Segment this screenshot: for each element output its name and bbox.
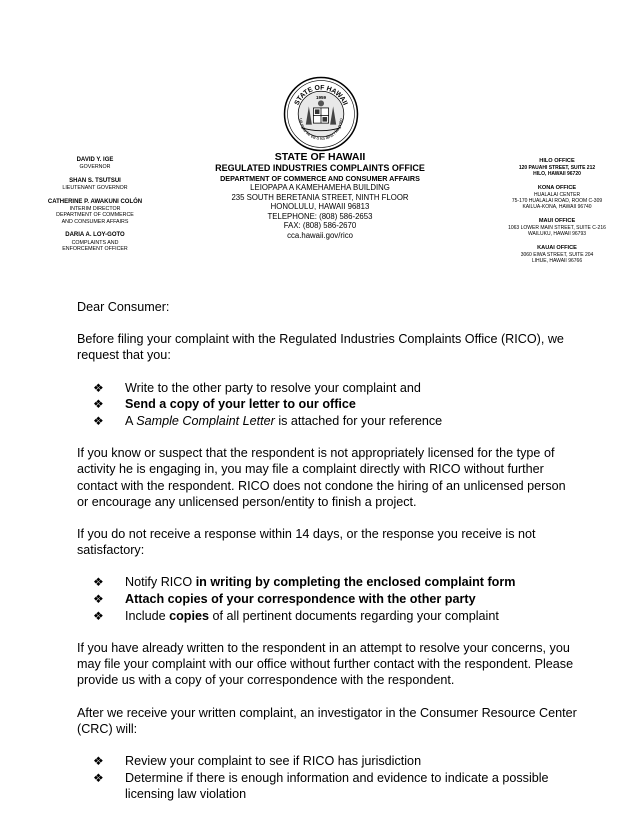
diamond-bullet-icon: ❖ — [93, 592, 104, 607]
branch-office-name: MAUI OFFICE — [538, 218, 576, 224]
website: cca.hawaii.gov/rico — [287, 230, 353, 240]
address-line: HONOLULU, HAWAII 96813 — [270, 202, 370, 212]
diamond-bullet-icon: ❖ — [93, 608, 104, 623]
official — [40, 157, 150, 171]
salutation: Dear Consumer: — [77, 300, 170, 314]
no-response-paragraph: If you do not receive a response within 14 days, or the response you receive is not satisfactory: — [77, 527, 536, 558]
branch-office-name: KONA OFFICE — [537, 185, 577, 191]
official-title: INTERIM DIRECTOR — [69, 206, 121, 213]
state-seal-logo — [283, 76, 359, 152]
list-item: ❖ Write to the other party to resolve your complaint and — [93, 380, 421, 395]
svg-text:STATE OF HAWAII: STATE OF HAWAII — [293, 84, 349, 107]
officials-list — [40, 157, 150, 259]
diamond-bullet-icon: ❖ — [93, 380, 104, 395]
official-title: DEPARTMENT OF COMMERCE — [56, 212, 134, 219]
official — [40, 178, 150, 192]
branch-office-address: 75-170 HUALALAI ROAD, ROOM C-309 — [511, 198, 603, 204]
branch-office — [498, 218, 616, 237]
branch-office-address: LIHUE, HAWAII 96766 — [531, 258, 583, 264]
branch-office-address: KAILUA-KONA, HAWAII 96740 — [522, 204, 592, 210]
pre-filing-steps-list — [77, 380, 577, 430]
department-name: DEPARTMENT OF COMMERCE AND CONSUMER AFFAIRS — [220, 174, 420, 183]
branch-office-address: WAILUKU, HAWAII 96793 — [527, 231, 587, 237]
crc-steps-list — [77, 753, 577, 802]
list-item: ❖ Review your complaint to see if RICO has jurisdiction — [93, 754, 422, 769]
already-written-paragraph: If you have already written to the respondent in an attempt to resolve your concerns, you may file your complaint with our office without further contact with the respondent. Please provide us with a copy of your correspondence with the respondent. — [77, 641, 574, 688]
letter-body — [77, 299, 577, 818]
filing-steps-list — [77, 574, 577, 624]
branch-office-address: HUALALAI CENTER — [533, 192, 581, 198]
branch-office-address: HILO, HAWAII 96720 — [533, 171, 581, 177]
diamond-bullet-icon: ❖ — [93, 754, 104, 769]
branch-office — [498, 245, 616, 264]
list-item: ❖ Determine if there is enough information and evidence to indicate a possible licensing law violation — [93, 770, 549, 801]
fax: FAX: (808) 586-2670 — [283, 221, 357, 231]
official-name: DARIA A. LOY-GOTO — [65, 232, 125, 239]
branch-offices-list — [498, 158, 616, 272]
address-line: 235 SOUTH BERETANIA STREET, NINTH FLOOR — [231, 192, 409, 202]
official-name: DAVID Y. IGE — [76, 157, 114, 163]
official-name: SHAN S. TSUTSUI — [69, 177, 121, 184]
official-title: COMPLAINTS AND — [71, 239, 119, 246]
after-receive-paragraph: After we receive your written complaint, an investigator in the Consumer Resource Center (CRC) will: — [77, 705, 577, 736]
list-item: ❖ Attach copies of your correspondence with the other party — [93, 592, 476, 607]
svg-text:ua mau ke ea o ka aina i ka po: ua mau ke ea o ka aina i ka pono — [298, 118, 344, 141]
branch-office — [498, 158, 616, 177]
diamond-bullet-icon: ❖ — [93, 414, 104, 429]
list-item: ❖ Include copies of all pertinent documents regarding your complaint — [93, 608, 499, 623]
branch-office-name: HILO OFFICE — [539, 158, 575, 164]
branch-office-name: KAUAI OFFICE — [537, 245, 577, 251]
official-name: CATHERINE P. AWAKUNI COLÓN — [47, 198, 143, 205]
branch-office-address: 3060 EIWA STREET, SUITE 204 — [520, 252, 594, 258]
list-item: ❖ A Sample Complaint Letter is attached for your reference — [93, 414, 443, 429]
office-name: REGULATED INDUSTRIES COMPLAINTS OFFICE — [215, 163, 425, 173]
official-title: ENFORCEMENT OFFICER — [62, 246, 128, 253]
letterhead — [190, 151, 450, 241]
official-title: GOVERNOR — [79, 164, 111, 171]
list-item: ❖ Send a copy of your letter to our office — [93, 397, 356, 412]
diamond-bullet-icon: ❖ — [93, 770, 104, 785]
state-name: STATE OF HAWAII — [274, 151, 366, 163]
address-line: LEIOPAPA A KAMEHAMEHA BUILDING — [250, 183, 390, 192]
branch-office-address: 1063 LOWER MAIN STREET, SUITE C-216 — [508, 225, 606, 231]
unlicensed-paragraph: If you know or suspect that the respondent is not appropriately licensed for the type of activity he is engaging in, you may file a complaint directly with RICO without further contact with the respondent. RICO does not condone the hiring of an unlicensed person or encourage any unlicensed person/entity to finish a project. — [77, 446, 566, 509]
sample-letter-reference: Sample Complaint Letter — [136, 414, 275, 429]
official — [40, 232, 150, 252]
branch-office-address: 120 PAUAHI STREET, SUITE 212 — [518, 165, 596, 171]
official — [40, 199, 150, 226]
svg-text:1959: 1959 — [315, 94, 327, 100]
diamond-bullet-icon: ❖ — [93, 397, 104, 412]
telephone: TELEPHONE: (808) 586-2653 — [267, 211, 373, 221]
official-title: LIEUTENANT GOVERNOR — [62, 185, 128, 192]
official-title: AND CONSUMER AFFAIRS — [61, 218, 129, 225]
diamond-bullet-icon: ❖ — [93, 575, 104, 590]
intro-paragraph: Before filing your complaint with the Regulated Industries Complaints Office (RICO), we request that you: — [77, 332, 564, 363]
list-item: ❖ Notify RICO in writing by completing the enclosed complaint form — [93, 575, 516, 590]
branch-office — [498, 185, 616, 210]
